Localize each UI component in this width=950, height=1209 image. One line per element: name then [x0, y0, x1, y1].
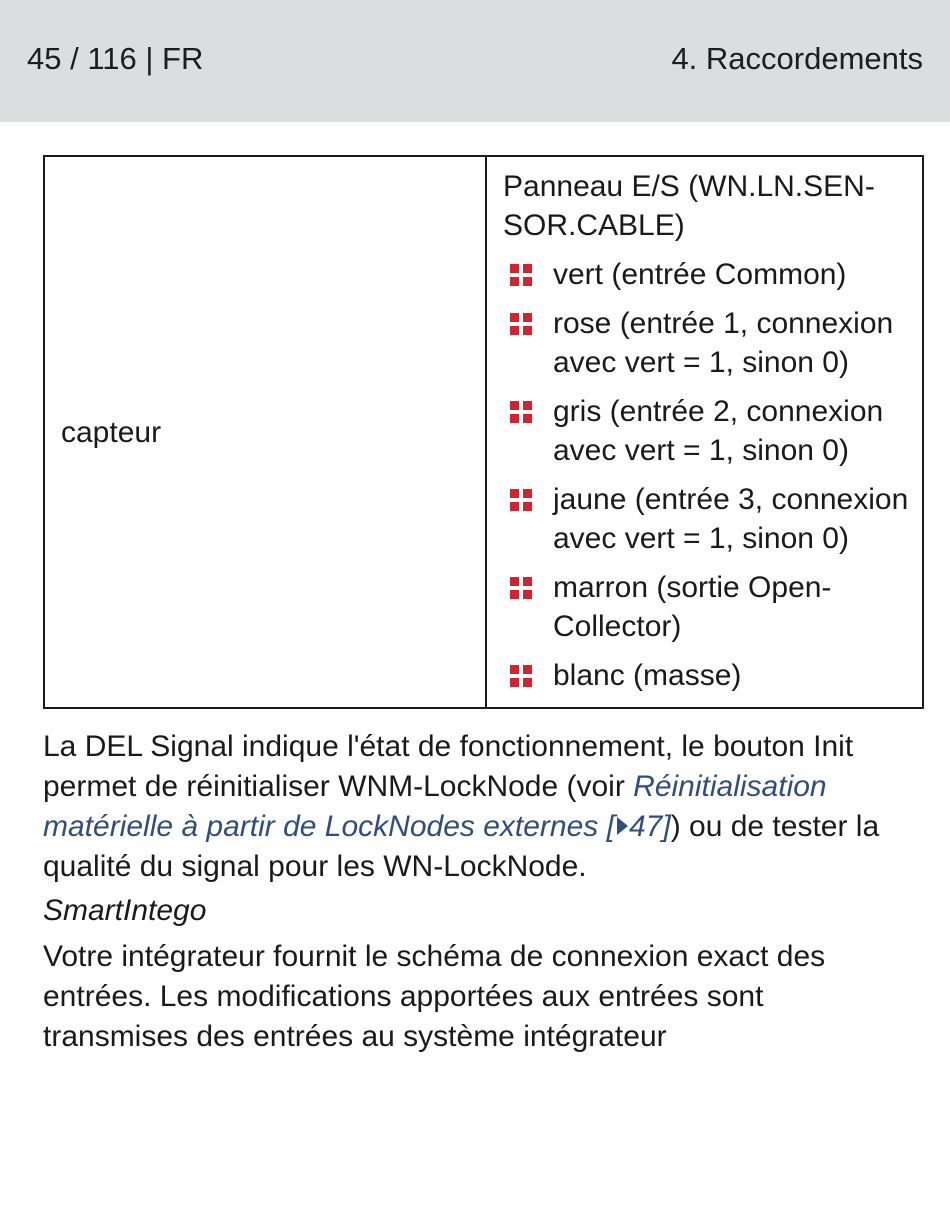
red-square-bullet-icon: [503, 392, 553, 423]
red-square-bullet-icon: [503, 480, 553, 511]
table-label-cell: [44, 156, 486, 708]
body-paragraph: La DEL Signal indique l'état de fonctionnement, le bouton Init permet de réinitialiser WNM-LockNode (voir Réinitialisation matérielle à partir de LockNodes externes [ 47]) ou de tester la qualité du signal pour les WN-LockNode.: [43, 730, 880, 883]
red-square-bullet-icon: [503, 255, 553, 286]
red-square-bullet-icon: [503, 304, 553, 335]
wire-description: rose (entrée 1, connexion avec vert = 1, sinon 0): [553, 307, 894, 379]
red-square-bullet-icon: [503, 568, 553, 599]
right-triangle-icon: [615, 807, 629, 847]
list-item: [503, 304, 914, 382]
cross-reference-link[interactable]: Réinitialisation matérielle à partir de LockNodes externes [ 47]: [43, 770, 827, 843]
wire-description: vert (entrée Common): [553, 258, 847, 291]
page-number: 45 / 116 | FR: [27, 41, 204, 76]
section-title: 4. Raccordements: [671, 41, 923, 76]
table-row: [44, 156, 923, 708]
wire-description: blanc (masse): [553, 659, 742, 692]
page-header: [0, 0, 950, 122]
list-item: [503, 656, 914, 695]
panel-title: Panneau E/S (WN.LN.SEN- SOR.CABLE): [503, 170, 875, 242]
list-item: [503, 255, 914, 294]
reference-page-number: 47: [628, 810, 663, 843]
page-content: [0, 122, 950, 1057]
wire-description: gris (entrée 2, connexion avec vert = 1, sinon 0): [553, 395, 884, 467]
body-paragraph: Votre intégrateur fournit le schéma de connexion exact des entrées. Les modifications apportées aux entrées sont transmises des entrées au système intégrateur: [43, 940, 826, 1053]
red-square-bullet-icon: [503, 656, 553, 687]
wire-description: jaune (entrée 3, connexion avec vert = 1, sinon 0): [553, 483, 909, 555]
list-item: [503, 392, 914, 470]
sensor-label: capteur: [61, 415, 162, 449]
list-item: [503, 480, 914, 558]
wire-description: marron (sortie Open-Collector): [553, 571, 832, 643]
wire-list: [503, 255, 914, 695]
list-item: [503, 568, 914, 646]
table-detail-cell: [486, 156, 923, 708]
subheading: SmartIntego: [43, 894, 207, 927]
connection-table: [43, 155, 924, 709]
